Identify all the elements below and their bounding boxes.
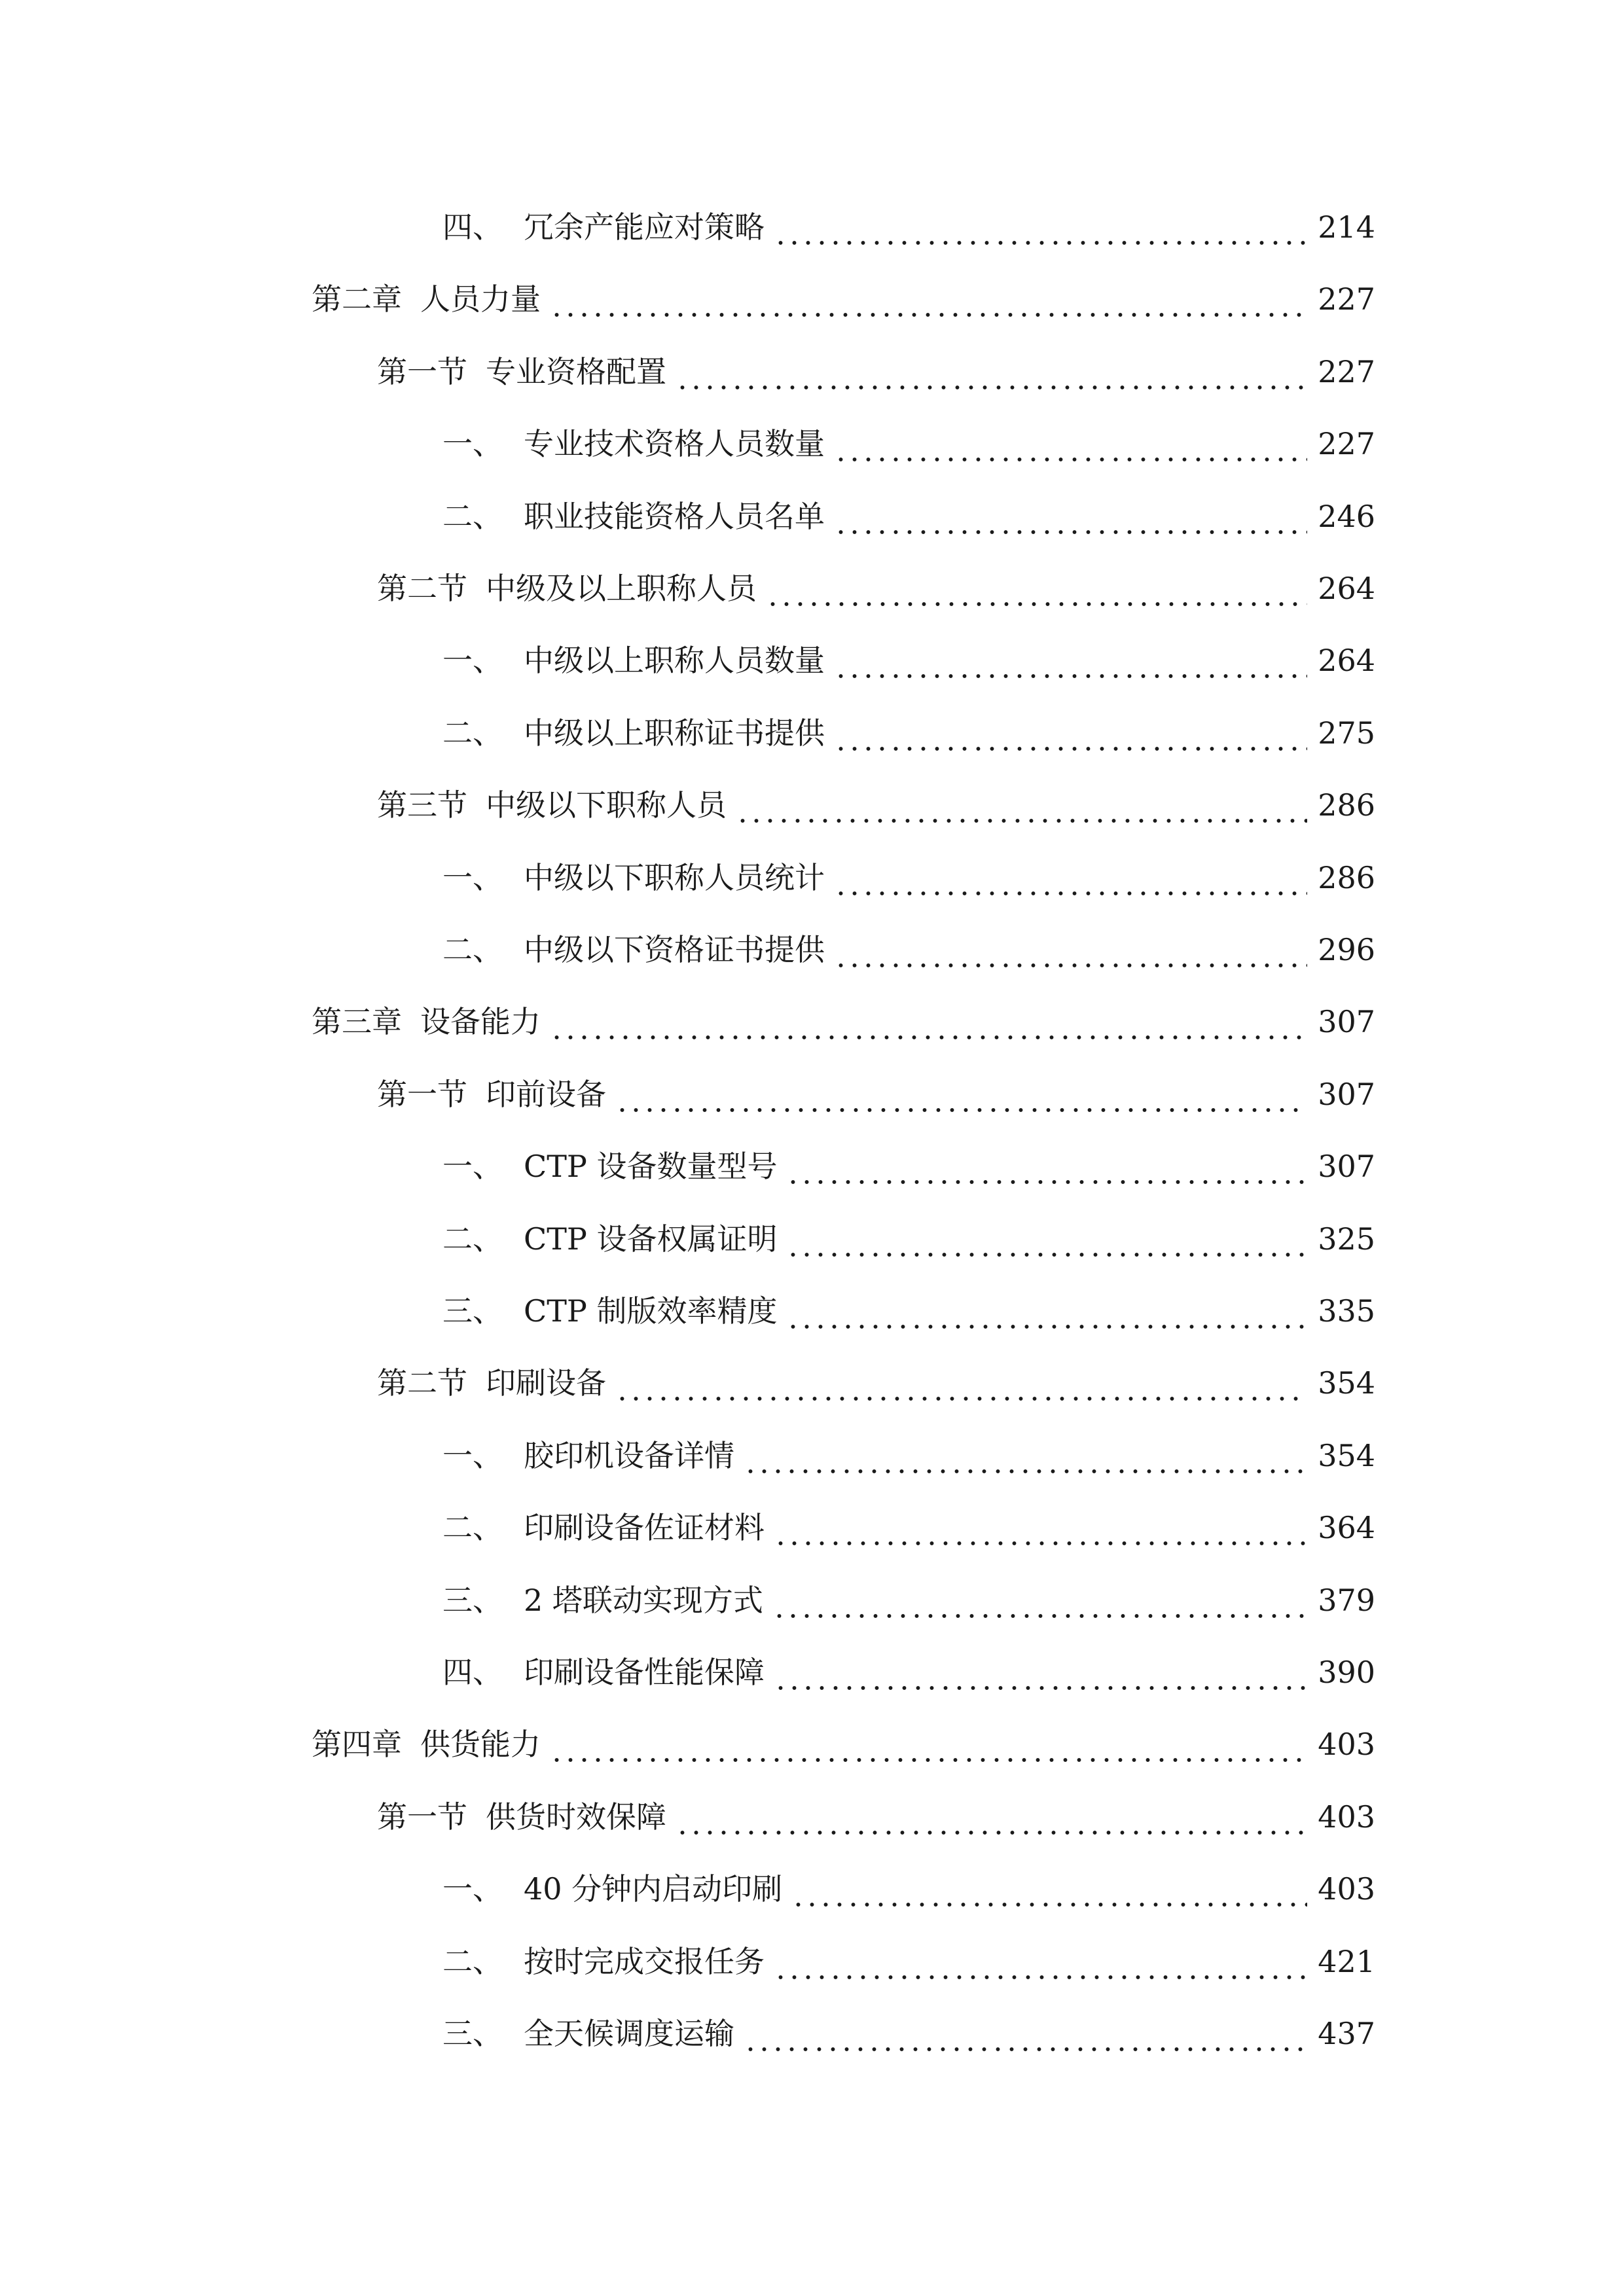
toc-page-number: 307: [1318, 1149, 1375, 1185]
toc-dot-leader: [744, 2022, 1307, 2053]
toc-page-number: 246: [1318, 498, 1375, 534]
toc-dot-leader: [615, 1372, 1307, 1402]
toc-entry-title: 中级以下职称人员: [486, 787, 727, 823]
toc-entry-section[interactable]: [377, 1347, 1375, 1419]
toc-entry-item[interactable]: [442, 1636, 1375, 1708]
toc-entry-item[interactable]: [442, 408, 1375, 480]
toc-entry-title: 供货能力: [420, 1727, 541, 1763]
toc-entry-item[interactable]: [442, 191, 1375, 263]
toc-dot-leader: [786, 1228, 1307, 1258]
toc-entry-chapter[interactable]: [312, 263, 1375, 335]
toc-dot-leader: [550, 1733, 1307, 1763]
toc-entry-title: 全天候调度运输: [524, 2016, 734, 2051]
toc-dot-leader: [550, 1011, 1307, 1041]
toc-dot-leader: [772, 1589, 1307, 1619]
toc-entry-item[interactable]: [442, 842, 1375, 914]
toc-entry-item[interactable]: [442, 1926, 1375, 1998]
toc-page-number: 264: [1318, 643, 1375, 679]
toc-dot-leader: [736, 794, 1307, 824]
toc-entry-number: 一、: [442, 1437, 503, 1473]
toc-page-number: 264: [1318, 571, 1375, 606]
toc-entry-number: 一、: [442, 1871, 503, 1907]
toc-dot-leader: [791, 1878, 1307, 1908]
toc-page-number: 214: [1318, 209, 1375, 245]
toc-entry-title: CTP 设备数量型号: [524, 1149, 778, 1185]
toc-entry-title: 中级以上职称人员数量: [524, 643, 825, 679]
toc-entry-title: 40 分钟内启动印刷: [524, 1871, 783, 1907]
toc-entry-chapter[interactable]: [312, 1708, 1375, 1780]
toc-entry-title: 中级以下职称人员统计: [524, 859, 825, 895]
toc-page-number: 307: [1318, 1076, 1375, 1112]
toc-entry-number: 二、: [442, 715, 503, 751]
toc-entry-number: 第三节: [377, 787, 467, 823]
toc-entry-chapter[interactable]: [312, 986, 1375, 1058]
toc-page-number: 227: [1318, 426, 1375, 462]
toc-entry-item[interactable]: [442, 914, 1375, 986]
toc-page-number: 335: [1318, 1293, 1375, 1329]
toc-entry-item[interactable]: [442, 1203, 1375, 1275]
toc-page-number: 403: [1318, 1871, 1375, 1907]
toc-entry-number: 一、: [442, 1149, 503, 1185]
toc-entry-title: 设备能力: [420, 1004, 541, 1040]
toc-entry-title: 印刷设备佐证材料: [524, 1510, 765, 1546]
toc-page-number: 437: [1318, 2016, 1375, 2051]
toc-page-number: 325: [1318, 1221, 1375, 1257]
toc-page-number: 286: [1318, 787, 1375, 823]
toc-entry-number: 三、: [442, 1293, 503, 1329]
toc-page-number: 403: [1318, 1727, 1375, 1763]
toc-page-number: 390: [1318, 1655, 1375, 1690]
toc-entry-section[interactable]: [377, 336, 1375, 408]
toc-dot-leader: [834, 939, 1307, 969]
toc-page-number: 354: [1318, 1437, 1375, 1473]
toc-entry-number: 四、: [442, 1655, 503, 1690]
toc-entry-title: 印前设备: [486, 1076, 606, 1112]
toc-dot-leader: [676, 361, 1307, 391]
toc-page-number: 227: [1318, 353, 1375, 389]
toc-entry-title: 供货时效保障: [486, 1799, 666, 1835]
toc-entry-title: 中级及以上职称人员: [486, 571, 757, 606]
toc-entry-number: 一、: [442, 643, 503, 679]
toc-entry-item[interactable]: [442, 480, 1375, 552]
toc-dot-leader: [774, 216, 1307, 246]
toc-entry-number: 二、: [442, 1221, 503, 1257]
toc-entry-number: 二、: [442, 1943, 503, 1979]
toc-entry-item[interactable]: [442, 697, 1375, 769]
toc-entry-title: 中级以上职称证书提供: [524, 715, 825, 751]
toc-page-number: 227: [1318, 281, 1375, 317]
toc-dot-leader: [834, 433, 1307, 463]
toc-entry-number: 第一节: [377, 1076, 467, 1112]
toc-dot-leader: [766, 577, 1307, 607]
toc-entry-title: 印刷设备: [486, 1365, 606, 1401]
toc-entry-item[interactable]: [442, 624, 1375, 696]
toc-page-number: 286: [1318, 859, 1375, 895]
toc-entry-number: 第二节: [377, 571, 467, 606]
toc-entry-item[interactable]: [442, 1564, 1375, 1636]
toc-entry-number: 二、: [442, 932, 503, 967]
toc-entry-section[interactable]: [377, 1058, 1375, 1130]
toc-page-number: 354: [1318, 1365, 1375, 1401]
toc-entry-number: 第四章: [312, 1727, 402, 1763]
toc-entry-number: 第一节: [377, 353, 467, 389]
toc-entry-number: 三、: [442, 2016, 503, 2051]
toc-dot-leader: [774, 1950, 1307, 1981]
toc-entry-item[interactable]: [442, 1275, 1375, 1347]
toc-entry-number: 第二节: [377, 1365, 467, 1401]
toc-entry-title: 冗余产能应对策略: [524, 209, 765, 245]
toc-entry-title: CTP 制版效率精度: [524, 1293, 778, 1329]
toc-entry-title: 专业资格配置: [486, 353, 666, 389]
toc-page-number: 421: [1318, 1943, 1375, 1979]
toc-entry-title: 胶印机设备详情: [524, 1437, 734, 1473]
toc-entry-section[interactable]: [377, 769, 1375, 841]
toc-entry-item[interactable]: [442, 1998, 1375, 2070]
toc-entry-number: 第一节: [377, 1799, 467, 1835]
toc-entry-item[interactable]: [442, 1130, 1375, 1202]
toc-entry-title: CTP 设备权属证明: [524, 1221, 778, 1257]
toc-entry-number: 二、: [442, 498, 503, 534]
toc-dot-leader: [550, 288, 1307, 318]
toc-entry-number: 二、: [442, 1510, 503, 1546]
toc-entry-title: 中级以下资格证书提供: [524, 932, 825, 967]
toc-page-number: 275: [1318, 715, 1375, 751]
toc-entry-title: 2 塔联动实现方式: [524, 1582, 763, 1618]
toc-dot-leader: [774, 1661, 1307, 1691]
toc-page-number: 296: [1318, 932, 1375, 967]
toc-entry-title: 按时完成交报任务: [524, 1943, 765, 1979]
toc-page-number: 403: [1318, 1799, 1375, 1835]
toc-entry-number: 四、: [442, 209, 503, 245]
toc-entry-title: 专业技术资格人员数量: [524, 426, 825, 462]
toc-entry-number: 第二章: [312, 281, 402, 317]
toc-dot-leader: [834, 722, 1307, 752]
toc-entry-number: 一、: [442, 859, 503, 895]
toc-dot-leader: [615, 1083, 1307, 1113]
toc-dot-leader: [676, 1806, 1307, 1836]
toc-entry-item[interactable]: [442, 1420, 1375, 1492]
toc-page-number: 307: [1318, 1004, 1375, 1040]
toc-dot-leader: [744, 1444, 1307, 1475]
toc-dot-leader: [774, 1516, 1307, 1547]
toc-entry-item[interactable]: [442, 1492, 1375, 1564]
toc-entry-section[interactable]: [377, 552, 1375, 624]
toc-entry-title: 人员力量: [420, 281, 541, 317]
toc-dot-leader: [786, 1300, 1307, 1330]
toc-entry-number: 一、: [442, 426, 503, 462]
toc-dot-leader: [834, 649, 1307, 679]
toc-dot-leader: [786, 1155, 1307, 1185]
toc-entry-section[interactable]: [377, 1781, 1375, 1853]
toc-entry-title: 职业技能资格人员名单: [524, 498, 825, 534]
toc-entry-number: 第三章: [312, 1004, 402, 1040]
toc-page-number: 364: [1318, 1510, 1375, 1546]
toc-dot-leader: [834, 505, 1307, 535]
toc-dot-leader: [834, 867, 1307, 897]
toc-entry-number: 三、: [442, 1582, 503, 1618]
toc-page-number: 379: [1318, 1582, 1375, 1618]
toc-entry-item[interactable]: [442, 1853, 1375, 1925]
toc-entry-title: 印刷设备性能保障: [524, 1655, 765, 1690]
